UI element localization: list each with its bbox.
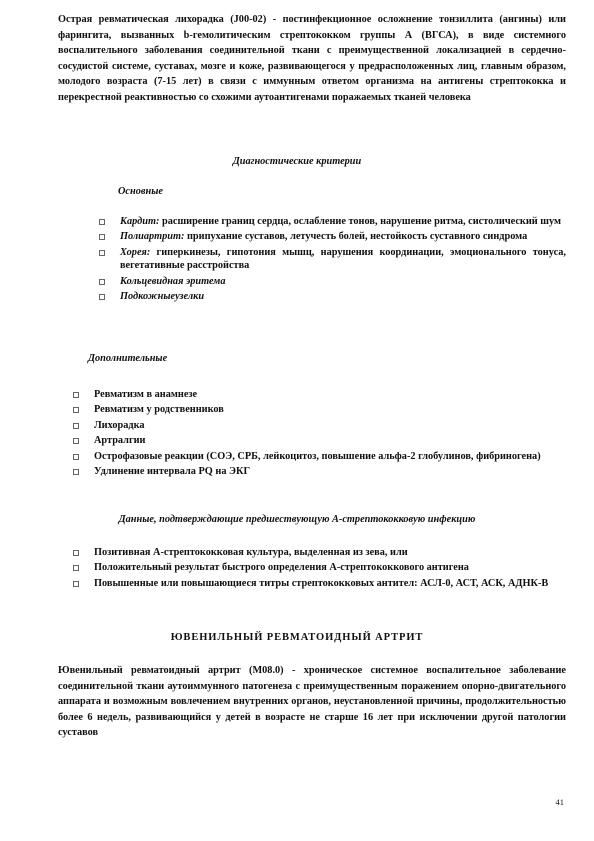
- list-item: Ревматизм в анамнезе: [94, 388, 566, 401]
- evidence-heading: Данные, подтверждающие предшествующую А-стрептококковую инфекцию: [118, 514, 476, 525]
- list-item: Артралгии: [94, 434, 566, 447]
- jra-paragraph: Ювенильный ревматоидный артрит (М08.0) - хроническое системное воспалительное заболевание соединительной ткани аутоиммунного патогенеза с преимущественным поражением опорно-двигательного аппарата и возможным вовлечением внутренних органов, неустановленной причины, продолжительностью более 6 недель, развивающийся у детей в возрасте не старше 16 лет при исключении другой патологии суставов: [58, 665, 566, 739]
- criteria-heading: Диагностические критерии: [232, 156, 362, 167]
- page-number: 41: [555, 797, 564, 807]
- minor-criteria-heading: Дополнительные: [88, 353, 168, 364]
- bullet-icon: [99, 279, 105, 285]
- bullet-icon: [73, 407, 79, 413]
- major-criteria-heading: Основные: [118, 186, 163, 197]
- list-item: Кардит: расширение границ сердца, ослабление тонов, нарушение ритма, систолический шум: [120, 215, 566, 228]
- list-item: Кольцевидная эритема: [120, 275, 566, 288]
- bullet-icon: [99, 234, 105, 240]
- bullet-icon: [73, 454, 79, 460]
- list-item: Положительный результат быстрого определения А-стрептококкового антигена: [94, 561, 566, 574]
- list-item: Удлинение интервала PQ на ЭКГ: [94, 465, 566, 478]
- bullet-icon: [99, 219, 105, 225]
- bullet-icon: [73, 469, 79, 475]
- list-item: Лихорадка: [94, 419, 566, 432]
- list-item: Подкожныеузелки: [120, 290, 566, 303]
- bullet-icon: [73, 581, 79, 587]
- section-title: ЮВЕНИЛЬНЫЙ РЕВМАТОИДНЫЙ АРТРИТ: [170, 632, 424, 643]
- list-item: Позитивная А-стрептококковая культура, выделенная из зева, или: [94, 546, 566, 559]
- bullet-icon: [73, 550, 79, 556]
- minor-criteria-list: [94, 388, 566, 480]
- bullet-icon: [73, 423, 79, 429]
- major-criteria-list: [120, 215, 566, 305]
- list-item: Полиартрит: припухание суставов, летучесть болей, нестойкость суставного синдрома: [120, 230, 566, 243]
- evidence-list: [94, 546, 566, 592]
- bullet-icon: [73, 438, 79, 444]
- list-item: Хорея: гиперкинезы, гипотония мышц, нарушения координации, эмоционального тонуса, вегетативные расстройства: [120, 246, 566, 273]
- bullet-icon: [73, 392, 79, 398]
- list-item: Повышенные или повышающиеся титры стрептококковых антител: АСЛ-0, АСТ, АСК, АДНК-В: [94, 577, 566, 590]
- intro-paragraph: Острая ревматическая лихорадка (J00-02) - постинфекционное осложнение тонзиллита (ангины) или фарингита, вызванных b-гемолитическим стрептококком группы А (ВГСА), в виде системного воспалительного заболевания соединительной ткани с преимущественной локализацией в сердечно-сосудистой системе, суставах, мозге и коже, развивающегося у предрасположенных лиц, главным образом, молодого возраста (7-15 лет) в связи с иммунным ответом организма на антигены стрептококка и перекрестной реактивностью со схожими аутоантигенами поражаемых тканей человека: [58, 14, 566, 103]
- list-item: Ревматизм у родственников: [94, 403, 566, 416]
- bullet-icon: [99, 250, 105, 256]
- bullet-icon: [73, 565, 79, 571]
- bullet-icon: [99, 294, 105, 300]
- list-item: Острофазовые реакции (СОЭ, СРБ, лейкоцитоз, повышение альфа-2 глобулинов, фибриногена): [94, 450, 566, 463]
